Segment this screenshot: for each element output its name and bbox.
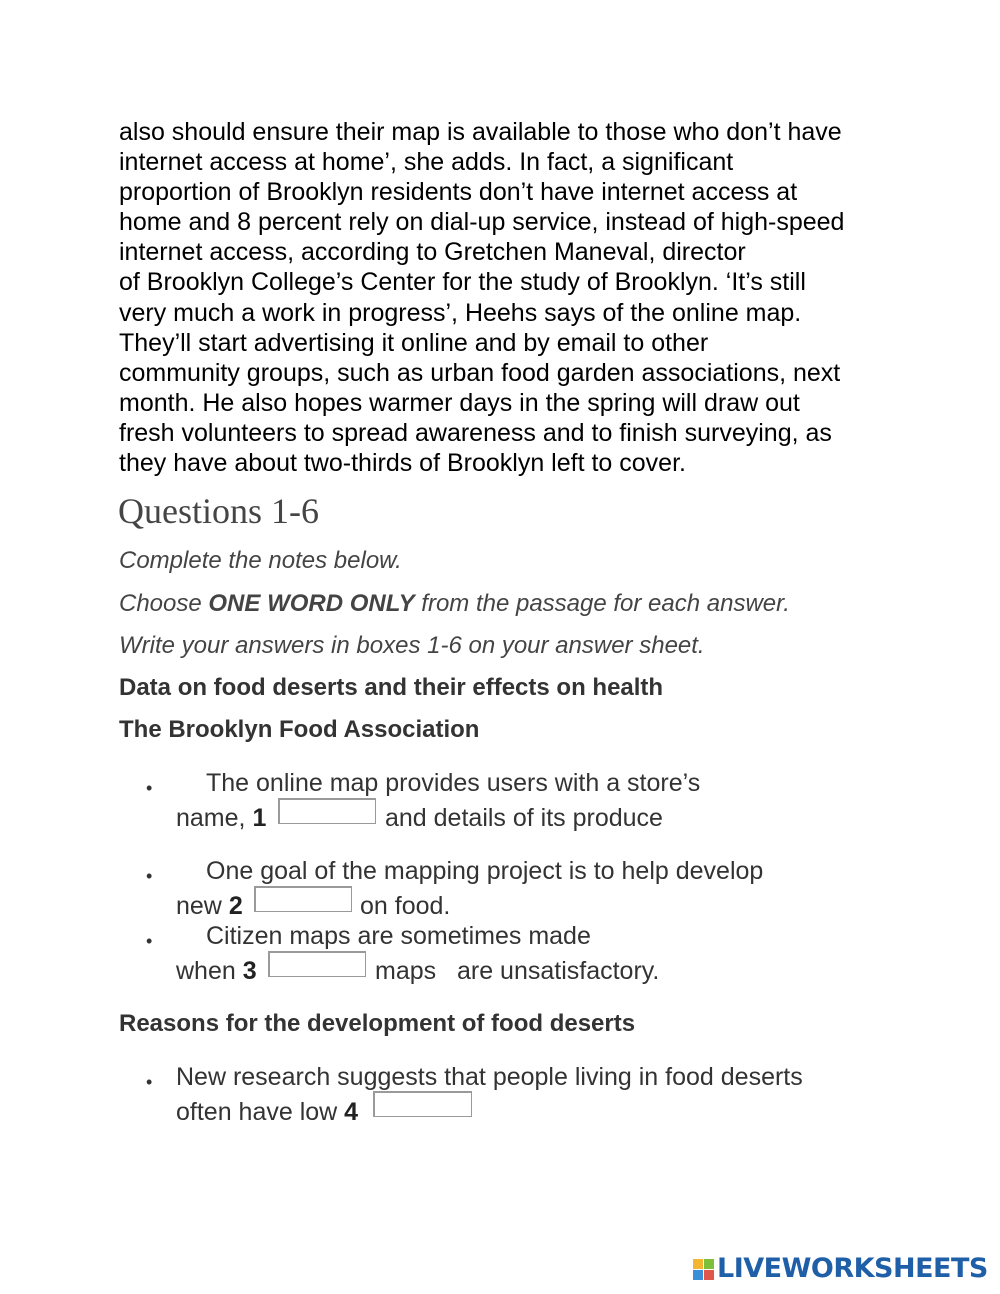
answer-input-2[interactable] <box>254 886 352 912</box>
questions-heading: Questions 1-6 <box>118 491 319 531</box>
question-number: 2 <box>228 892 243 920</box>
logo-mark-icon <box>693 1259 714 1280</box>
passage-line: proportion of Brooklyn residents don’t have internet access at <box>119 178 798 207</box>
question-number: 4 <box>344 1098 359 1126</box>
passage-line: community groups, such as urban food garden associations, next <box>119 358 841 387</box>
note-line: The online map provides users with a store’s <box>206 769 701 797</box>
note-text: and details of its produce <box>385 804 663 832</box>
passage-line: they have about two-thirds of Brooklyn left to cover. <box>119 449 686 478</box>
note-line: New research suggests that people living in food deserts <box>176 1063 803 1091</box>
section-title: Data on food deserts and their effects on health <box>119 674 664 701</box>
answer-input-3[interactable] <box>268 951 366 977</box>
instruction-text: from the passage for each answer. <box>414 590 790 617</box>
word-limit-emphasis: ONE WORD ONLY <box>208 590 415 617</box>
passage-line: fresh volunteers to spread awareness and to finish surveying, as <box>119 418 832 447</box>
passage-line: of Brooklyn College’s Center for the study of Brooklyn. ‘It’s still <box>119 268 806 297</box>
note-line <box>176 803 266 833</box>
note-line <box>176 956 257 986</box>
note-text: often have low <box>176 1098 345 1126</box>
passage-line: home and 8 percent rely on dial-up service, instead of high-speed <box>119 208 845 237</box>
question-number: 3 <box>242 957 257 985</box>
note-text: on food. <box>360 892 451 920</box>
answer-input-4[interactable] <box>373 1091 472 1117</box>
note-line <box>176 1097 358 1127</box>
instruction-word-limit <box>119 589 790 619</box>
liveworksheets-logo <box>693 1254 988 1284</box>
logo-text: LIVEWORKSHEETS <box>717 1253 988 1284</box>
passage-line: internet access at home’, she adds. In fact, a significant <box>119 148 734 177</box>
bullet-icon: • <box>146 778 153 798</box>
passage-line: month. He also hopes warmer days in the spring will draw out <box>119 388 800 417</box>
instruction-text: Choose <box>119 590 209 617</box>
passage-line: very much a work in progress’, Heehs says of the online map. <box>119 298 802 327</box>
bullet-icon: • <box>146 931 153 951</box>
note-text: new <box>176 892 229 920</box>
note-text: name, <box>176 804 253 832</box>
bullet-icon: • <box>146 866 153 886</box>
note-text: when <box>176 957 243 985</box>
note-line: Citizen maps are sometimes made <box>206 922 591 950</box>
instruction-answer-boxes: Write your answers in boxes 1-6 on your answer sheet. <box>119 632 705 659</box>
note-text: maps are unsatisfactory. <box>375 957 660 985</box>
subsection-title-reasons: Reasons for the development of food deserts <box>119 1010 636 1037</box>
passage-line: internet access, according to Gretchen Maneval, director <box>119 238 746 267</box>
note-line: One goal of the mapping project is to help develop <box>206 857 764 885</box>
passage-line: also should ensure their map is available to those who don’t have <box>119 118 842 146</box>
passage-line: They’ll start advertising it online and by email to other <box>119 328 709 357</box>
subsection-title-association: The Brooklyn Food Association <box>119 716 480 743</box>
passage-text <box>119 117 899 478</box>
answer-input-1[interactable] <box>278 798 376 824</box>
question-number: 1 <box>252 804 267 832</box>
bullet-icon: • <box>146 1072 153 1092</box>
note-line <box>176 891 243 921</box>
instruction-complete-notes: Complete the notes below. <box>119 547 402 574</box>
